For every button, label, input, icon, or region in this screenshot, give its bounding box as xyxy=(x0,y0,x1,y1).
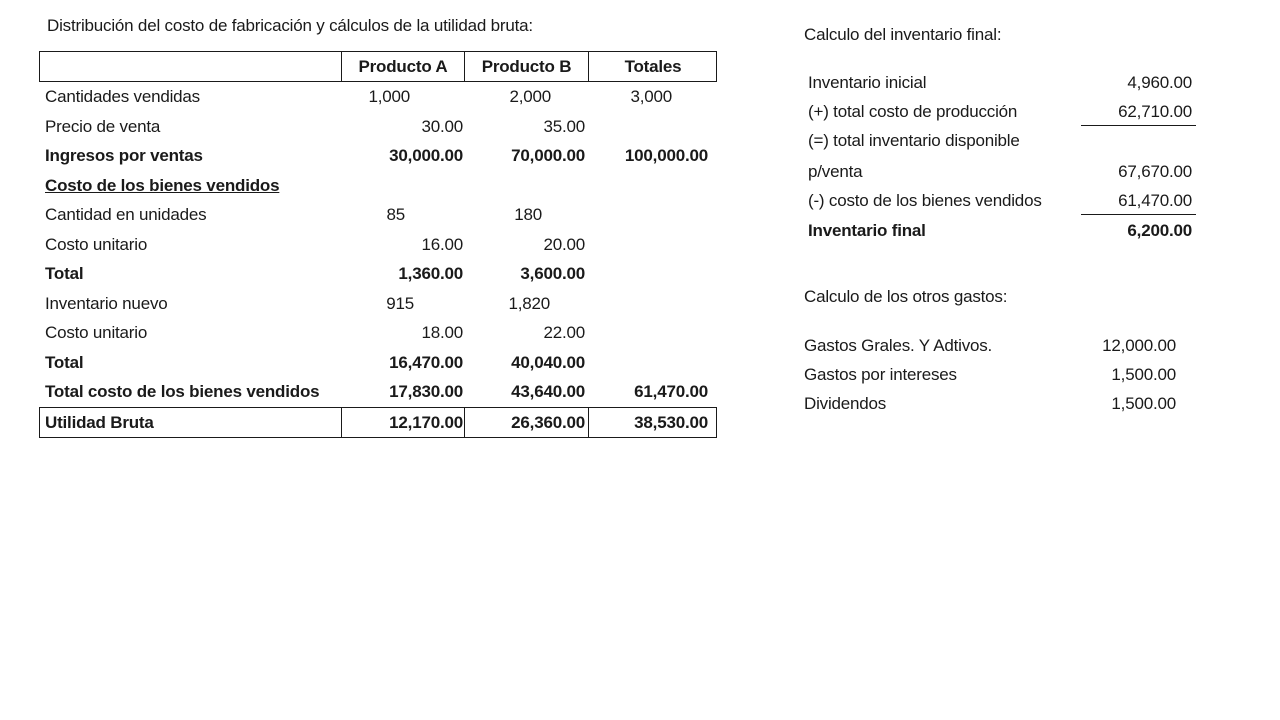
inventario-row-label: (=) total inventario disponible xyxy=(808,131,1020,150)
section-heading: Costo de los bienes vendidos xyxy=(45,175,280,195)
inventario-final-value: 6,200.00 xyxy=(1127,221,1192,240)
value-producto-a: 1,000 xyxy=(368,87,410,106)
inventario-row-label: (+) total costo de producción xyxy=(808,102,1018,121)
value-producto-a: 85 xyxy=(386,205,405,224)
table-row xyxy=(39,377,717,407)
subtotal-line xyxy=(1081,214,1196,215)
row-label: Total xyxy=(45,352,84,372)
table-row xyxy=(39,112,717,142)
gastos-row-value: 12,000.00 xyxy=(1102,336,1176,355)
inventario-title: Calculo del inventario final: xyxy=(804,25,1002,44)
value-producto-a: 12,170.00 xyxy=(389,412,463,432)
table-row xyxy=(39,171,717,201)
row-label: Ingresos por ventas xyxy=(45,146,203,165)
table-row xyxy=(39,318,717,348)
inventario-row-label: (-) costo de los bienes vendidos xyxy=(808,191,1042,210)
table-header-row xyxy=(39,51,717,82)
table-row xyxy=(39,141,717,171)
header-producto-a: Producto A xyxy=(358,57,448,76)
value-totales: 100,000.00 xyxy=(624,146,708,165)
subtotal-line xyxy=(1081,125,1196,126)
header-totales: Totales xyxy=(624,57,682,76)
value-totales: 38,530.00 xyxy=(634,412,708,432)
value-producto-b: 2,000 xyxy=(509,87,551,106)
gross-profit-table xyxy=(39,51,717,438)
value-producto-b: 43,640.00 xyxy=(511,382,585,401)
row-label: Costo unitario xyxy=(45,323,148,342)
value-producto-b: 20.00 xyxy=(543,234,585,254)
gastos-table xyxy=(804,331,1180,423)
row-label: Total costo de los bienes vendidos xyxy=(45,382,320,401)
value-producto-b: 40,040.00 xyxy=(511,352,585,372)
gastos-title: Calculo de los otros gastos: xyxy=(804,287,1008,306)
value-totales: 3,000 xyxy=(630,87,672,106)
value-producto-a: 17,830.00 xyxy=(389,382,463,401)
inventario-row-value: 62,710.00 xyxy=(1118,102,1192,121)
inventario-row-value: 61,470.00 xyxy=(1118,191,1192,210)
value-producto-b: 70,000.00 xyxy=(511,146,585,165)
value-producto-a: 16.00 xyxy=(421,234,463,254)
row-label: Total xyxy=(45,264,84,283)
main-title: Distribución del costo de fabricación y cálculos de la utilidad bruta: xyxy=(47,16,533,35)
value-producto-a: 30,000.00 xyxy=(389,146,463,165)
value-producto-a: 1,360.00 xyxy=(398,264,463,283)
inventario-row-label: Inventario inicial xyxy=(808,73,927,92)
value-producto-a: 18.00 xyxy=(421,323,463,342)
value-producto-b: 180 xyxy=(514,205,542,224)
gastos-row-value: 1,500.00 xyxy=(1111,394,1176,413)
gastos-row-label: Gastos Grales. Y Adtivos. xyxy=(804,336,993,355)
value-producto-b: 22.00 xyxy=(543,323,585,342)
table-row xyxy=(39,289,717,319)
row-label: Costo unitario xyxy=(45,234,148,254)
inventario-row-label: p/venta xyxy=(808,162,863,181)
value-producto-a: 915 xyxy=(386,293,414,313)
value-producto-b: 3,600.00 xyxy=(520,264,585,283)
gastos-row-label: Gastos por intereses xyxy=(804,365,957,384)
header-producto-b: Producto B xyxy=(481,57,572,76)
row-label: Utilidad Bruta xyxy=(45,412,154,432)
row-label: Inventario nuevo xyxy=(45,293,168,313)
table-row xyxy=(39,82,717,112)
value-totales: 61,470.00 xyxy=(634,382,708,401)
inventario-final-label: Inventario final xyxy=(808,221,926,240)
row-label: Cantidad en unidades xyxy=(45,205,207,224)
inventario-table xyxy=(808,68,1196,248)
inventario-row-value: 4,960.00 xyxy=(1127,73,1192,92)
table-row xyxy=(39,259,717,289)
table-row xyxy=(39,200,717,230)
value-producto-a: 30.00 xyxy=(421,116,463,136)
gastos-row-label: Dividendos xyxy=(804,394,887,413)
value-producto-b: 26,360.00 xyxy=(511,412,585,432)
value-producto-b: 1,820 xyxy=(508,293,550,313)
table-row-utilidad-bruta xyxy=(39,407,717,438)
value-producto-a: 16,470.00 xyxy=(389,352,463,372)
table-row xyxy=(39,230,717,260)
row-label: Cantidades vendidas xyxy=(45,87,200,106)
value-producto-b: 35.00 xyxy=(543,116,585,136)
gastos-row-value: 1,500.00 xyxy=(1111,365,1176,384)
inventario-row-value: 67,670.00 xyxy=(1118,162,1192,181)
row-label: Precio de venta xyxy=(45,116,161,136)
table-row xyxy=(39,348,717,378)
